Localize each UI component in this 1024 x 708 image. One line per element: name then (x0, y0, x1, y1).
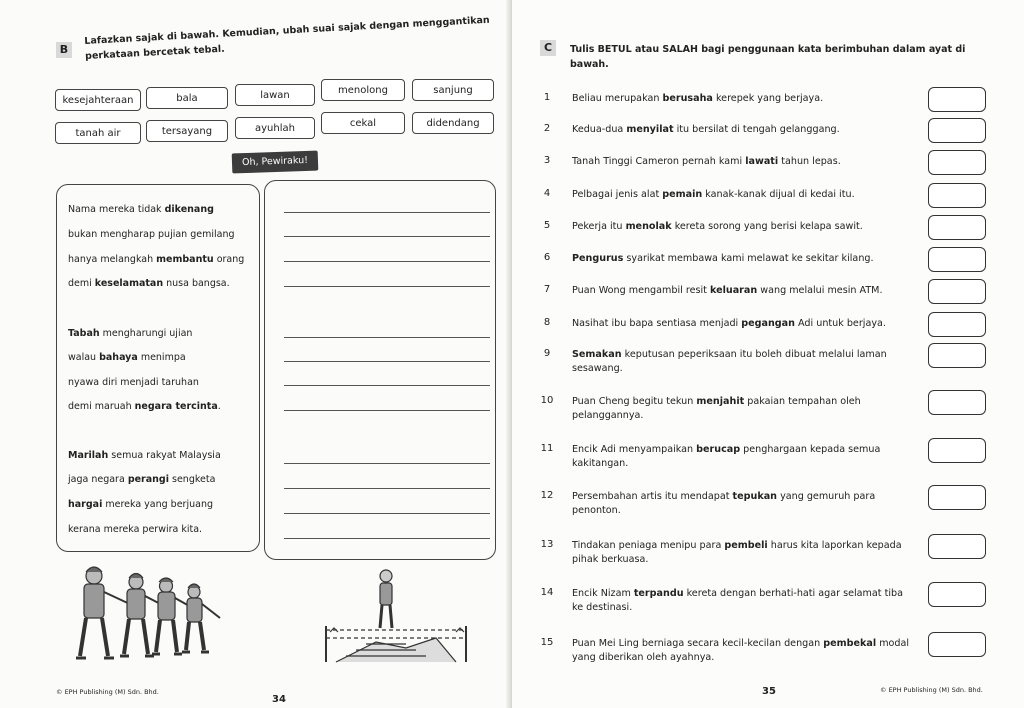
bold-word: keselamatan (94, 278, 164, 289)
bold-word: keluaran (709, 285, 758, 296)
poem-line: demi keselamatan nusa bangsa. (68, 278, 230, 289)
bold-word: pembeli (724, 540, 768, 551)
poem-line: Nama mereka tidak dikenang (68, 204, 214, 215)
question-number: 6 (543, 252, 551, 263)
question-number: 15 (540, 637, 554, 648)
word-bank-item: ayuhlah (235, 117, 315, 139)
question-text: Puan Mei Ling berniaga secara kecil-kecilan dengan pembekal modal yang diberikan oleh ayahnya. (572, 638, 910, 663)
answer-line[interactable] (284, 212, 490, 213)
bold-word: menyilat (626, 124, 674, 135)
bold-word: berucap (696, 444, 741, 455)
answer-line[interactable] (284, 463, 490, 464)
poem-line: nyawa diri menjadi taruhan (68, 377, 199, 388)
section-b-badge: B (56, 42, 72, 58)
bold-word: bahaya (99, 352, 138, 363)
question-number: 4 (543, 188, 551, 199)
bold-word: pemain (662, 189, 703, 200)
poem-line: hargai mereka yang berjuang (68, 499, 213, 510)
answer-box[interactable] (928, 118, 986, 143)
bold-word: terpandu (633, 588, 684, 599)
answer-box[interactable] (928, 390, 986, 415)
answer-box[interactable] (928, 312, 986, 337)
page-number: 34 (272, 694, 286, 705)
answer-box[interactable] (928, 279, 986, 304)
answer-box[interactable] (928, 582, 986, 607)
word-bank-item: tersayang (146, 120, 228, 142)
footer-copyright: © EPH Publishing (M) Sdn. Bhd. (880, 686, 983, 694)
question-text: Pengurus syarikat membawa kami melawat ke sekitar kilang. (572, 253, 874, 264)
poem-line: Tabah mengharungi ujian (68, 328, 193, 339)
question-text: Tindakan peniaga menipu para pembeli harus kita laporkan kepada pihak berkuasa. (572, 540, 902, 565)
poem-line: walau bahaya menimpa (68, 352, 186, 363)
bold-word: tepukan (732, 491, 778, 502)
answer-line[interactable] (284, 361, 490, 362)
poem-line: demi maruah negara tercinta. (68, 401, 221, 412)
soldiers-illustration (64, 560, 224, 670)
bold-word: pembekal (823, 638, 877, 649)
question-text: Puan Cheng begitu tekun menjahit pakaian tempahan oleh pelanggannya. (572, 396, 861, 421)
answer-box[interactable] (928, 247, 986, 272)
question-number: 10 (540, 395, 554, 406)
answer-line[interactable] (284, 286, 490, 287)
question-number: 11 (540, 443, 554, 454)
answer-box[interactable] (928, 87, 986, 112)
answer-line[interactable] (284, 337, 490, 338)
bold-word: Semakan (572, 349, 622, 360)
word-bank-item: bala (146, 87, 228, 109)
question-number: 2 (543, 123, 551, 134)
question-text: Beliau merupakan berusaha kerepek yang berjaya. (572, 93, 824, 104)
answer-box[interactable] (928, 183, 986, 208)
bold-word: pegangan (741, 318, 795, 329)
answer-box[interactable] (928, 150, 986, 175)
question-text: Persembahan artis itu mendapat tepukan yang gemuruh para penonton. (572, 491, 876, 516)
poem-line: kerana mereka perwira kita. (68, 524, 203, 535)
poem-line: jaga negara perangi sengketa (68, 474, 216, 485)
word-bank-item: didendang (412, 112, 494, 134)
poem-line: hanya melangkah membantu orang (68, 254, 245, 265)
page-number: 35 (762, 686, 776, 697)
bold-word: dikenang (164, 204, 214, 215)
question-text: Semakan keputusan peperiksaan itu boleh dibuat melalui laman sesawang. (572, 349, 887, 374)
poem-line: bukan mengharap pujian gemilang (68, 229, 235, 240)
answer-line[interactable] (284, 385, 490, 386)
bold-word: Marilah (68, 450, 109, 461)
word-bank-item: menolong (321, 79, 405, 101)
question-number: 12 (540, 490, 554, 501)
bold-word: perangi (127, 474, 169, 485)
poem-title: Oh, Pewiraku! (232, 151, 319, 174)
word-bank-item: lawan (235, 84, 315, 106)
question-number: 8 (543, 317, 551, 328)
bold-word: negara tercinta (134, 401, 218, 412)
bold-word: menjahit (696, 396, 745, 407)
question-number: 1 (543, 92, 551, 103)
answer-box[interactable] (928, 534, 986, 559)
answer-box[interactable] (928, 438, 986, 463)
word-bank-item: kesejahteraan (55, 89, 141, 111)
question-number: 7 (543, 284, 551, 295)
word-bank-item: sanjung (412, 79, 494, 101)
question-text: Kedua-dua menyilat itu bersilat di tengah gelanggang. (572, 124, 840, 135)
answer-line[interactable] (284, 488, 490, 489)
question-text: Tanah Tinggi Cameron pernah kami lawati tahun lepas. (572, 156, 841, 167)
section-b-instruction: Lafazkan sajak di bawah. Kemudian, ubah suai sajak dengan menggantikan perkataan bercetak tebal. (84, 14, 490, 62)
word-bank-item: tanah air (55, 122, 141, 144)
answer-line[interactable] (284, 261, 490, 262)
poem-line: Marilah semua rakyat Malaysia (68, 450, 221, 461)
bold-word: Pengurus (572, 253, 624, 264)
section-c-badge: C (540, 40, 556, 56)
answer-box[interactable] (928, 343, 986, 368)
soldier-obstacle-illustration (316, 566, 476, 670)
question-number: 13 (540, 539, 554, 550)
question-text: Pelbagai jenis alat pemain kanak-kanak dijual di kedai itu. (572, 189, 855, 200)
answer-line[interactable] (284, 236, 490, 237)
bold-word: berusaha (662, 93, 713, 104)
answer-box (264, 180, 496, 560)
word-bank-item: cekal (321, 112, 405, 134)
question-number: 9 (543, 348, 551, 359)
question-text: Encik Nizam terpandu kereta dengan berhati-hati agar selamat tiba ke destinasi. (572, 588, 903, 613)
bold-word: lawati (745, 156, 779, 167)
answer-box[interactable] (928, 485, 986, 510)
answer-box[interactable] (928, 215, 986, 240)
question-text: Nasihat ibu bapa sentiasa menjadi pegangan Adi untuk berjaya. (572, 318, 886, 329)
bold-word: hargai (68, 499, 103, 510)
question-number: 3 (543, 155, 551, 166)
answer-box[interactable] (928, 632, 986, 657)
answer-line[interactable] (284, 410, 490, 411)
question-number: 14 (540, 587, 554, 598)
question-text: Pekerja itu menolak kereta sorong yang berisi kelapa sawit. (572, 221, 863, 232)
footer-copyright: © EPH Publishing (M) Sdn. Bhd. (56, 688, 159, 696)
question-number: 5 (543, 220, 551, 231)
question-text: Encik Adi menyampaikan berucap penghargaan kepada semua kakitangan. (572, 444, 881, 469)
page-35 (512, 0, 1024, 708)
section-c-instruction: Tulis BETUL atau SALAH bagi penggunaan kata berimbuhan dalam ayat di bawah. (570, 44, 966, 70)
answer-line[interactable] (284, 538, 490, 539)
bold-word: Tabah (68, 328, 100, 339)
answer-line[interactable] (284, 513, 490, 514)
bold-word: membantu (156, 254, 214, 265)
question-text: Puan Wong mengambil resit keluaran wang melalui mesin ATM. (572, 285, 883, 296)
bold-word: menolak (625, 221, 672, 232)
